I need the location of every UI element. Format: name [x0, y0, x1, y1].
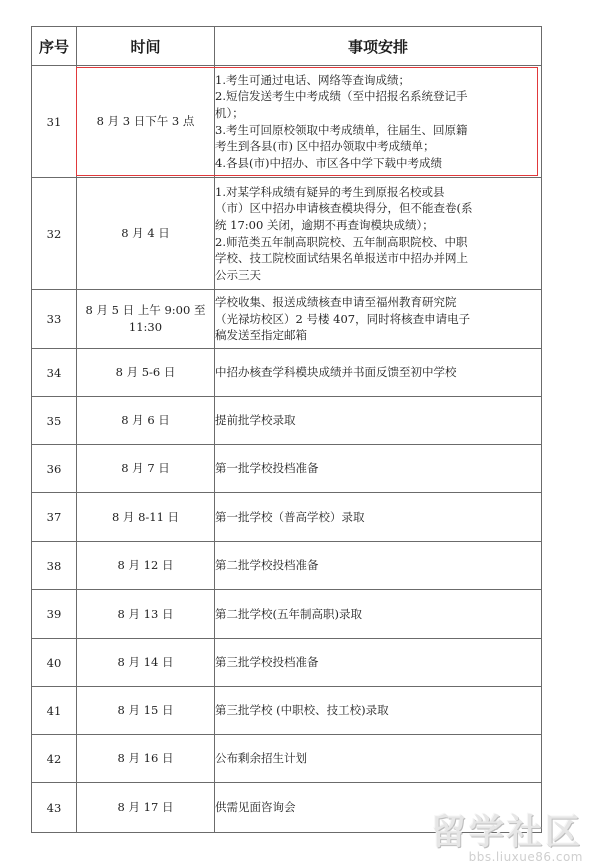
time-line: 8 月 15 日	[117, 703, 174, 717]
desc-line: （市）区中招办申请核查模块得分，但不能查卷(系	[215, 201, 473, 216]
row-description	[215, 542, 542, 590]
table-row	[32, 290, 542, 349]
watermark	[431, 814, 583, 864]
row-time	[77, 445, 215, 493]
desc-line: 第一批学校（普高学校）录取	[215, 509, 365, 524]
table-row	[32, 687, 542, 735]
table-row	[32, 178, 542, 290]
header-no: 序号	[32, 27, 77, 66]
row-time	[77, 66, 215, 178]
row-time	[77, 735, 215, 783]
time-line: 8 月 7 日	[121, 461, 170, 475]
row-time	[77, 493, 215, 542]
desc-line: 2.师范类五年制高职院校、五年制高职院校、中职	[215, 234, 468, 249]
desc-line: 统 17:00 关闭，逾期不再查询模块成绩）；	[215, 217, 434, 232]
row-time	[77, 639, 215, 687]
row-number: 34	[32, 349, 77, 397]
desc-line: 3.考生可回原校领取中考成绩单，往届生、回原籍	[215, 122, 468, 137]
row-description	[215, 397, 542, 445]
row-description	[215, 687, 542, 735]
desc-line: 第三批学校 (中职校、技工校)录取	[215, 703, 389, 718]
desc-line: 稿发送至指定邮箱	[215, 328, 307, 343]
time-line: 8 月 5 日	[85, 303, 135, 317]
row-time	[77, 349, 215, 397]
row-number: 39	[32, 590, 77, 639]
desc-line: 机）；	[215, 105, 244, 120]
time-line: 8 月 3 日下午 3 点	[96, 114, 195, 128]
time-line: 上午 9:00 至 11:30	[128, 303, 206, 334]
row-time	[77, 397, 215, 445]
desc-line: 学校收集、报送成绩核查申请至福州教育研究院	[215, 295, 457, 310]
desc-line: 公布剩余招生计划	[215, 751, 307, 766]
row-number: 43	[32, 783, 77, 833]
schedule-table	[31, 26, 542, 833]
desc-line: （光禄坊校区）2 号楼 407，同时将核查申请电子	[215, 311, 471, 326]
row-description	[215, 493, 542, 542]
row-number: 31	[32, 66, 77, 178]
row-time	[77, 783, 215, 833]
table-row	[32, 66, 542, 178]
watermark-logo: 留学社区	[430, 813, 583, 853]
row-description	[215, 445, 542, 493]
time-line: 8 月 5-6 日	[115, 365, 176, 379]
row-description	[215, 290, 542, 349]
row-number: 41	[32, 687, 77, 735]
desc-line: 4.各县(市)中招办、市区各中学下载中考成绩	[215, 155, 442, 170]
row-description	[215, 178, 542, 290]
table-row	[32, 349, 542, 397]
time-line: 8 月 13 日	[117, 606, 174, 621]
time-line: 8 月 8-11 日	[111, 509, 180, 524]
table-row	[32, 445, 542, 493]
table-header-row	[32, 27, 542, 66]
row-time	[77, 687, 215, 735]
header-time: 时间	[77, 27, 215, 66]
table-row	[32, 735, 542, 783]
row-number: 38	[32, 542, 77, 590]
watermark-url: bbs.liuxue86.com	[468, 850, 583, 864]
row-number: 40	[32, 639, 77, 687]
desc-line: 中招办核查学科模块成绩并书面反馈至初中学校	[215, 365, 457, 380]
desc-line: 第三批学校投档准备	[215, 655, 319, 670]
row-time	[77, 590, 215, 639]
time-line: 8 月 6 日	[121, 413, 170, 427]
desc-line: 第二批学校(五年制高职)录取	[215, 606, 362, 621]
header-items: 事项安排	[215, 27, 542, 66]
desc-line: 第二批学校投档准备	[215, 558, 319, 573]
desc-line: 公示三天	[215, 267, 261, 282]
time-line: 8 月 12 日	[117, 558, 174, 572]
desc-line: 提前批学校录取	[215, 413, 296, 428]
row-time	[77, 290, 215, 349]
row-number: 35	[32, 397, 77, 445]
table-row	[32, 639, 542, 687]
desc-line: 2.短信发送考生中考成绩（至中招报名系统登记手	[215, 89, 468, 104]
desc-line: 考生到各县(市) 区中招办领取中考成绩单；	[215, 139, 435, 154]
desc-line: 供需见面咨询会	[215, 800, 296, 815]
row-number: 37	[32, 493, 77, 542]
row-time	[77, 178, 215, 290]
row-number: 32	[32, 178, 77, 290]
row-description	[215, 735, 542, 783]
row-number: 42	[32, 735, 77, 783]
time-line: 8 月 4 日	[121, 226, 170, 240]
table-row	[32, 397, 542, 445]
table-row	[32, 542, 542, 590]
row-description	[215, 639, 542, 687]
desc-line: 学校、技工院校面试结果名单报送市中招办并网上	[215, 251, 468, 266]
table-row	[32, 590, 542, 639]
desc-line: 第一批学校投档准备	[215, 461, 319, 476]
row-number: 36	[32, 445, 77, 493]
row-description	[215, 349, 542, 397]
time-line: 8 月 14 日	[117, 655, 174, 669]
row-description	[215, 590, 542, 639]
time-line: 8 月 16 日	[117, 751, 174, 765]
row-number: 33	[32, 290, 77, 349]
row-time	[77, 542, 215, 590]
desc-line: 1.对某学科成绩有疑异的考生到原报名校或县	[215, 184, 445, 199]
desc-line: 1.考生可通过电话、网络等查询成绩；	[215, 72, 410, 87]
time-line: 8 月 17 日	[117, 800, 174, 814]
row-description	[215, 66, 542, 178]
table-row	[32, 493, 542, 542]
